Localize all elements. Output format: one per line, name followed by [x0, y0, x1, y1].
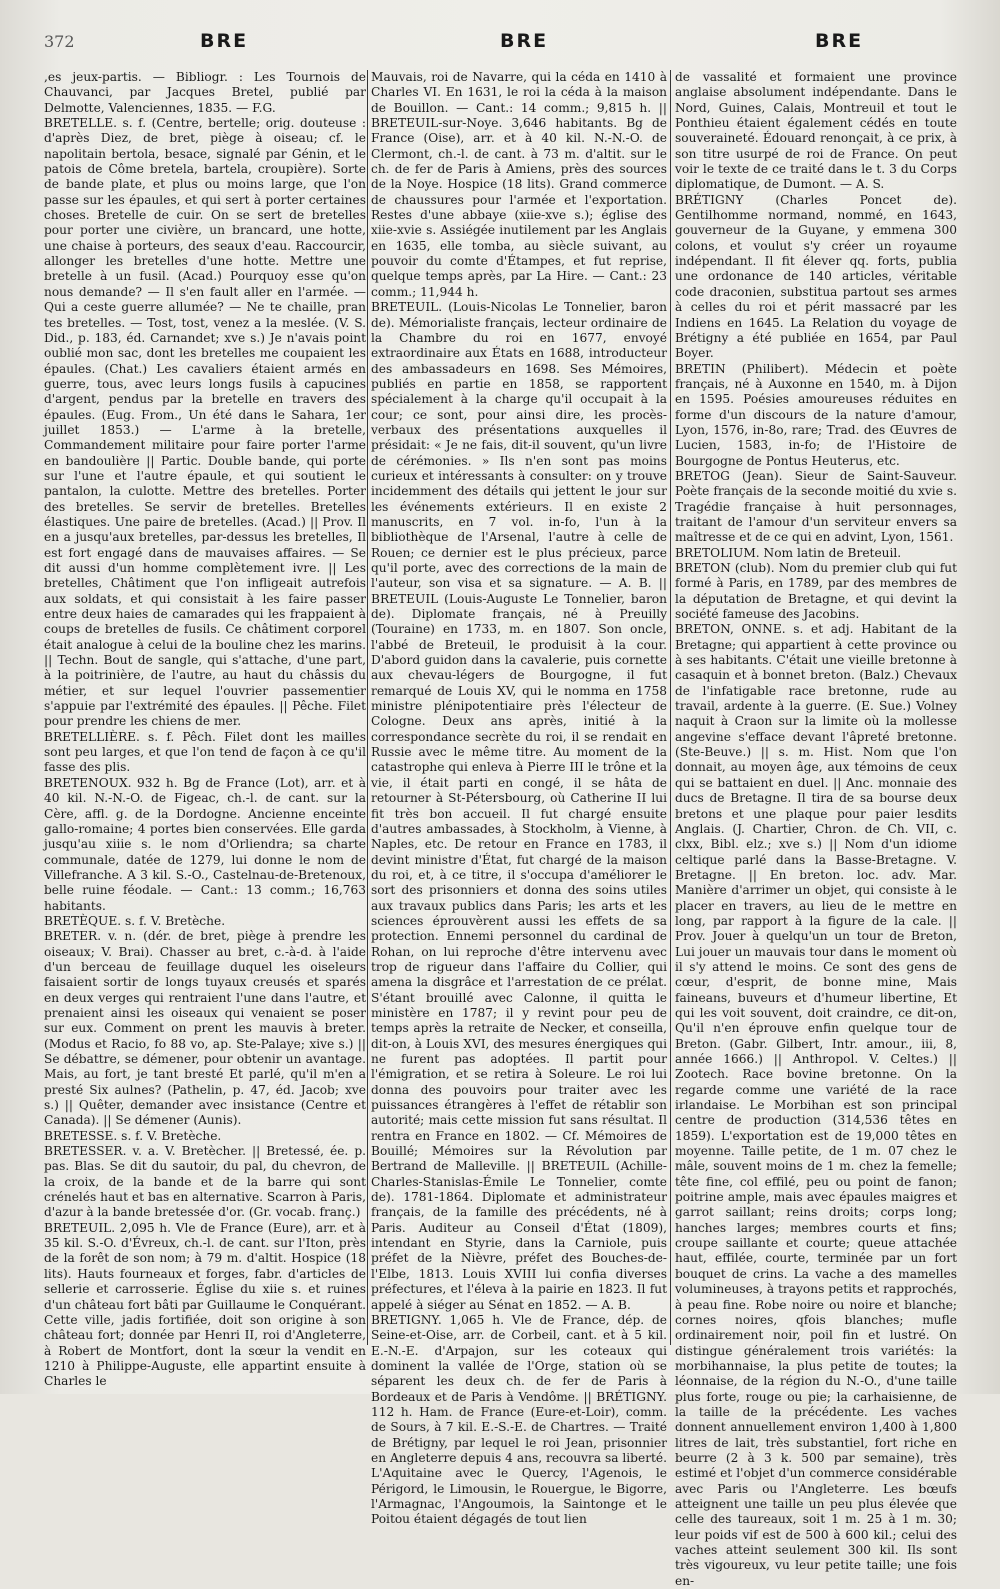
entry-bretesse: BRETESSE. s. f. V. Bretèche.	[44, 1128, 222, 1143]
column-3	[675, 70, 957, 1588]
column-1	[44, 70, 366, 1389]
entry-bretin: BRETIN (Philibert). Médecin et poète français, né à Auxonne en 1540, m. à Dijon en 1595. Poésies amoureuses réduites en forme d'un discours de la nature d'amour, Lyon, 1576, in-8o, rare; Trad. des Œuvres de Lucien, 1583, in-fo; de l'Histoire de Bourgogne de Pontus Heuterus, etc.	[675, 361, 957, 468]
column-2	[371, 70, 667, 1527]
entry-bretenoux: BRETENOUX. 932 h. Bg de France (Lot), arr. et à 40 kil. N.-N.-O. de Figeac, ch.-l. de cant. sur la Cère, affl. g. de la Dordogne. Ancienne enceinte gallo-romaine; 4 portes bien conservées. Elle garda jusqu'au xiiie s. le nom d'Orliendra; sa charte communale, datée de 1279, lui donne le nom de Villefranche. A 3 kil. S.-O., Castelnau-de-Bretenoux, belle ruine féodale. — Cant.: 13 comm.; 16,763 habitants.	[44, 775, 366, 913]
entry-breter: BRETER. v. n. (dér. de bret, piège à prendre les oiseaux; V. Brai). Chasser au bret, c.-à-d. à l'aide d'un berceau de feuillage duquel les oiseleurs faisaient sortir de longs tuyaux creusés et sparés en deux verges qui rentraient l'une dans l'autre, et prenaient ainsi les oiseaux qui venaient se poser sur eux. Comment on prent les mauvis à breter. (Modus et Racio, fo 88 vo, ap. Ste-Palaye; xive s.) || Se débattre, se démener, pour obtenir un avantage. Mais, au fort, je tant bresté Et parlé, qu'il m'en a presté Six aulnes? (Pathelin, p. 47, éd. Jacob; xve s.) || Quêter, demander avec insistance (Centre et Canada). || Se démener (Aunis).	[44, 929, 366, 1128]
page-number: 372	[44, 32, 75, 51]
guide-word-left: BRE	[200, 30, 249, 52]
entry-breteuil: BRETEUIL. 2,095 h. Vle de France (Eure), arr. et à 35 kil. S.-O. d'Évreux, ch.-l. de cant. sur l'Iton, près de la forêt de son nom; à 79 m. d'altit. Hospice (18 lits). Hauts fourneaux et forges, fabr. d'articles de sellerie et carrosserie. Église du xiie s. et ruines d'un château fort bâti par Guillaume le Conquérant. Cette ville, jadis fortifiée, doit son origine à son château fort; donnée par Henri II, roi d'Angleterre, à Robert de Montfort, dont la sœur la vendit en 1210 à Philippe-Auguste, elle appartint ensuite à Charles le	[44, 1220, 366, 1389]
entry-bretelliere: BRETELLIÈRE. s. f. Pêch. Filet dont les mailles sont peu larges, et que l'on tend de façon à ce qu'il fasse des plis.	[44, 729, 366, 775]
guide-word-center: BRE	[500, 30, 549, 52]
guide-word-right: BRE	[815, 30, 864, 52]
entry-bretesser: BRETESSER. v. a. V. Bretècher. || Bretessé, ée. p. pas. Blas. Se dit du sautoir, du pal, du chevron, de la croix, de la bande et de la barre qui sont crénelés haut et bas en alternative. Scarron à Paris, d'azur à la bande bretessée d'or. (Gr. vocab. franç.)	[44, 1144, 366, 1220]
entry-breteuil-louis-nicolas: BRETEUIL. (Louis-Nicolas Le Tonnelier, baron de). Mémorialiste français, lecteur ordinaire de la Chambre du roi en 1677, envoyé extraordinaire aux États en 1688, introducteur des ambassadeurs en 1698. Ses Mémoires, publiés en partie en 1858, se rapportent spécialement à la charge qu'il occupait à la cour; ce sont, pour ainsi dire, les procès-verbaux des présentations auxquelles il présidait: « Je ne fais, dit-il souvent, qu'un livre de cérémonies. » Ils n'en sont pas moins curieux et intéressants à consulter: on y trouve incidemment des détails qui jettent le jour sur les événements extérieurs. Il en existe 2 manuscrits, en 7 vol. in-fo, l'un à la bibliothèque de l'Arsenal, l'autre à celle de Rouen; ce dernier est le plus précieux, parce qu'il porte, avec des corrections de la main de l'auteur, son visa et sa signature. — A. B. || BRETEUIL (Louis-Auguste Le Tonnelier, baron de). Diplomate français, né à Preuilly (Touraine) en 1733, m. en 1807. Son oncle, l'abbé de Breteuil, le produisit à la cour. D'abord guidon dans la cavalerie, puis cornette aux chevau-légers de Bourgogne, il fut remarqué de Louis XV, qui le nomma en 1758 ministre plénipotentiaire près l'électeur de Cologne. Deux ans après, initié à la correspondance secrète du roi, il se rendait en Russie avec le même titre. Au moment de la catastrophe qui enleva à Pierre III le trône et la vie, il était parti en congé, il se hâta de retourner à St-Pétersbourg, où Catherine II lui fit très bon accueil. Il fut chargé ensuite d'autres ambassades, à Stockholm, à Vienne, à Naples, etc. De retour en France en 1783, il devint ministre d'État, fut chargé de la maison du roi, et, à ce titre, il s'occupa d'améliorer le sort des prisonniers et donna des soins utiles aux travaux publics dans Paris; les arts et les sciences éprouvèrent aussi les effets de sa protection. Ennemi personnel du cardinal de Rohan, on lui reproche d'être intervenu avec trop de rigueur dans l'affaire du Collier, qui amena la disgrâce et l'arrestation de ce prélat. S'étant brouillé avec Calonne, il quitta le ministère en 1787; il y revint pour peu de temps après la retraite de Necker, et conseilla, dit-on, à Louis XVI, des mesures énergiques qui ne furent pas adoptées. Il partit pour l'émigration, et se retira à Soleure. Le roi lui donna des pouvoirs pour traiter avec les puissances étrangères à l'effet de rétablir son autorité; mais cette mission fut sans résultat. Il rentra en France en 1802. — Cf. Mémoires de Bouillé; Mémoires sur la Révolution par Bertrand de Malleville. || BRETEUIL (Achille-Charles-Stanislas-Émile Le Tonnelier, comte de). 1781-1864. Diplomate et administrateur français, de la famille des précédents, né à Paris. Auditeur au Conseil d'État (1809), intendant en Styrie, dans la Carniole, puis préfet de la Nièvre, préfet des Bouches-de-l'Elbe, 1813. Louis XVIII lui confia diverses préfectures, et l'éleva à la pairie en 1823. Il fut appelé à siéger au Sénat en 1852. — A. B.	[371, 300, 667, 1312]
column-rule-1	[367, 70, 368, 1345]
page-header	[0, 26, 1000, 66]
entry-breton-onne: BRETON, ONNE. s. et adj. Habitant de la Bretagne; qui appartient à cette province ou à ses habitants. C'était une vieille bretonne à casaquin et à bonnet breton. (Balz.) Chevaux de l'infatigable race bretonne, rude au travail, ardente à la guerre. (E. Sue.) Volney naquit à Craon sur la limite où la mollesse angevine s'efface devant l'âpreté bretonne. (Ste-Beuve.) || s. m. Hist. Nom que l'on donnait, au moyen âge, aux témoins de ceux qui se battaient en duel. || Anc. monnaie des ducs de Bretagne. Il tira de sa bourse deux bretons et une plaque pour paier lesdits Anglais. (J. Chartier, Chron. de Ch. VII, c. clxx, Bibl. elz.; xve s.) || Nom d'un idiome celtique parlé dans la Basse-Bretagne. V. Bretagne. || En breton. loc. adv. Mar. Manière d'arrimer un objet, qui consiste à le placer en travers, au lieu de le mettre en long, par rapport à la figure de la cale. || Prov. Jouer à quelqu'un un tour de Breton, Lui jouer un mauvais tour dans le moment où il s'y attend le moins. Ce sont des gens de cœur, d'esprit, de bonne mine, Mais faineans, buveurs et d'humeur libertine, Et qui les voit souvent, doit craindre, ce dit-on, Qu'il n'en éprouve enfin quelque tour de Breton. (Gabr. Gilbert, Intr. amour., iii, 8, année 1666.) || Anthropol. V. Celtes.) || Zootech. Race bovine bretonne. On la regarde comme une variété de la race irlandaise. Le Morbihan est son principal centre de production (314,536 têtes en 1859). L'exportation est de 19,000 têtes en moyenne. Taille petite, de 1 m. 07 chez le mâle, souvent moins de 1 m. chez la femelle; tête fine, col effilé, peu ou point de fanon; poitrine ample, mais avec épaules maigres et garrot saillant; reins droits; corps long; hanches larges; membres courts et fins; croupe saillante et courte; queue attachée haut, effilée, courte, terminée par un fort bouquet de crins. La vache a des mamelles volumineuses, à trayons petits et rapprochés, à peau fine. Robe noire ou noire et blanche; cornes noires, qfois blanches; mufle ordinairement noir, poil fin et lustré. On distingue généralement trois variétés: la morbihannaise, la plus petite de toutes; la léonnaise, de la région du N.-O., d'une taille plus forte, rouge ou pie; la carhaisienne, de la taille de la précédente. Les vaches donnent annuellement environ 1,400 à 1,800 litres de lait, très substantiel, fort riche en beurre (2 à 3 k. 500 par semaine), très estimé et l'objet d'un commerce considérable avec Paris ou l'Angleterre. Les bœufs atteignent une taille un peu plus élevée que celle des taureaux, soit 1 m. 25 à 1 m. 30; leur poids vif est de 500 à 600 kil.; celui des vaches atteint seulement 300 kil. Ils sont très vigoureux, vu leur petite taille; une fois en-	[675, 622, 957, 1588]
entry-bretolium: BRETOLIUM. Nom latin de Breteuil.	[675, 545, 902, 560]
entry-breton-club: BRETON (club). Nom du premier club qui fut formé à Paris, en 1789, par des membres de la députation de Bretagne, et qui devint la société fameuse des Jacobins.	[675, 561, 957, 622]
entry-bretog: BRETOG (Jean). Sieur de Saint-Sauveur. Poète français de la seconde moitié du xvie s. Tragédie française à huit personnages, traitant de l'amour d'un serviteur envers sa maîtresse et de ce qui en advint, Lyon, 1561.	[675, 468, 957, 545]
col2-para-1: Mauvais, roi de Navarre, qui la céda en 1410 à Charles VI. En 1631, le roi la céda à la maison de Bouillon. — Cant.: 14 comm.; 9,815 h. || BRETEUIL-sur-Noye. 3,646 habitants. Bg de France (Oise), arr. et à 40 kil. N.-N.-O. de Clermont, ch.-l. de cant. à 73 m. d'altit. sur le ch. de fer de Paris à Amiens, près des sources de la Noye. Hospice (18 lits). Grand commerce de chaussures pour l'armée et l'exportation. Restes d'une abbaye (xiie-xve s.); église des xiie-xvie s. Assiégée inutilement par les Anglais en 1635, elle tomba, au siècle suivant, au pouvoir du comte d'Étampes, et fut reprise, quelque temps après, par La Hire. — Cant.: 23 comm.; 11,944 h.	[371, 70, 667, 299]
col3-para-1: de vassalité et formaient une province anglaise absolument indépendante. Dans le Nord, Guines, Calais, Montreuil et tout le Ponthieu étaient également cédés en toute souveraineté. Édouard renonçait, à ce prix, à son titre usurpé de roi de France. On peut voir le texte de ce traité dans le t. 3 du Corps diplomatique, de Dumont. — A. S.	[675, 70, 957, 192]
col1-para-1: ,es jeux-partis. — Bibliogr. : Les Tournois de Chauvanci, par Jacques Bretel, publié par Delmotte, Valenciennes, 1835. — F.G.	[44, 70, 366, 115]
column-rule-2	[670, 70, 671, 1345]
entry-bretigny-charles: BRÉTIGNY (Charles Poncet de). Gentilhomme normand, nommé, en 1643, gouverneur de la Guyane, y emmena 300 colons, et voulut s'y créer un royaume indépendant. Il fit élever qq. forts, publia une ordonance de 140 articles, véritable code draconien, substitua partout ses armes à celles du roi et périt massacré par les Indiens en 1645. La Relation du voyage de Brétigny a été publiée en 1654, par Paul Boyer.	[675, 192, 957, 361]
entry-bretigny: BRETIGNY. 1,065 h. Vle de France, dép. de Seine-et-Oise, arr. de Corbeil, cant. et à 5 kil. E.-N.-E. d'Arpajon, sur les coteaux qui dominent la vallée de l'Orge, station où se séparent les deux ch. de fer de Paris à Bordeaux et de Paris à Vendôme. || BRÉTIGNY. 112 h. Ham. de France (Eure-et-Loir), comm. de Sours, à 7 kil. E.-S.-E. de Chartres. — Traité de Brétigny, par lequel le roi Jean, prisonnier en Angleterre depuis 4 ans, recouvra sa liberté. L'Aquitaine avec le Quercy, l'Agenois, le Périgord, le Limousin, le Rouergue, le Bigorre, l'Armagnac, l'Angoumois, la Saintonge et le Poitou étaient dégagés de tout lien	[371, 1312, 667, 1527]
entry-breteque: BRETÈQUE. s. f. V. Bretèche.	[44, 913, 226, 928]
entry-bretelle: BRETELLE. s. f. (Centre, bertelle; orig. douteuse : d'après Diez, de bret, piège à oiseau; cf. le napolitain bertola, besace, signalé par Génin, et le patois de Côme bretela, bartela, croupière). Sorte de bande plate, et plus ou moins large, que l'on passe sur les épaules, et qui sert à porter certaines choses. Bretelle de cuir. On se sert de bretelles pour porter une civière, un brancard, une hotte, une chaise à porteurs, des seaux d'eau. Raccourcir, allonger les bretelles d'une hotte. Mettre une bretelle à un fusil. (Acad.) Pourquoy esse qu'on nous demande? — Il s'en fault aller en l'armée. — Qui a ceste guerre allumée? — Ne te chaille, pran tes bretelles. — Tost, tost, venez a la meslée. (V. S. Did., p. 183, éd. Carnandet; xve s.) Je n'avais point oublié mon sac, dont les bretelles me coupaient les épaules. (Chat.) Les cavaliers étaient armés en guerre, tous, avec leurs longs fusils à capucines d'argent, pendus par la bretelle en travers des épaules. (Eug. From., Un été dans le Sahara, 1er juillet 1853.) — L'arme à la bretelle, Commandement militaire pour faire porter l'arme en bandoulière || Partic. Double bande, qui porte sur l'une et l'autre épaule, et qui soutient le pantalon, la culotte. Mettre des bretelles. Porter des bretelles. Se servir de bretelles. Bretelles élastiques. Une paire de bretelles. (Acad.) || Prov. Il en a jusqu'aux bretelles, par-dessus les bretelles, Il est fort engagé dans de mauvaises affaires. — Se dit aussi d'un homme complètement ivre. || Les bretelles, Châtiment que l'on infligeait autrefois aux soldats, et qui consistait à les faire passer entre deux haies de camarades qui les frappaient à coups de bretelles de fusils. Ce châtiment corporel était analogue à celui de la bouline chez les marins. || Techn. Bout de sangle, qui s'attache, d'une part, à la poitrinière, de l'autre, au haut du châssis du métier, et sur lequel l'ouvrier passementier s'appuie par l'extrémité des épaules. || Pêche. Filet pour prendre les chiens de mer.	[44, 116, 366, 729]
